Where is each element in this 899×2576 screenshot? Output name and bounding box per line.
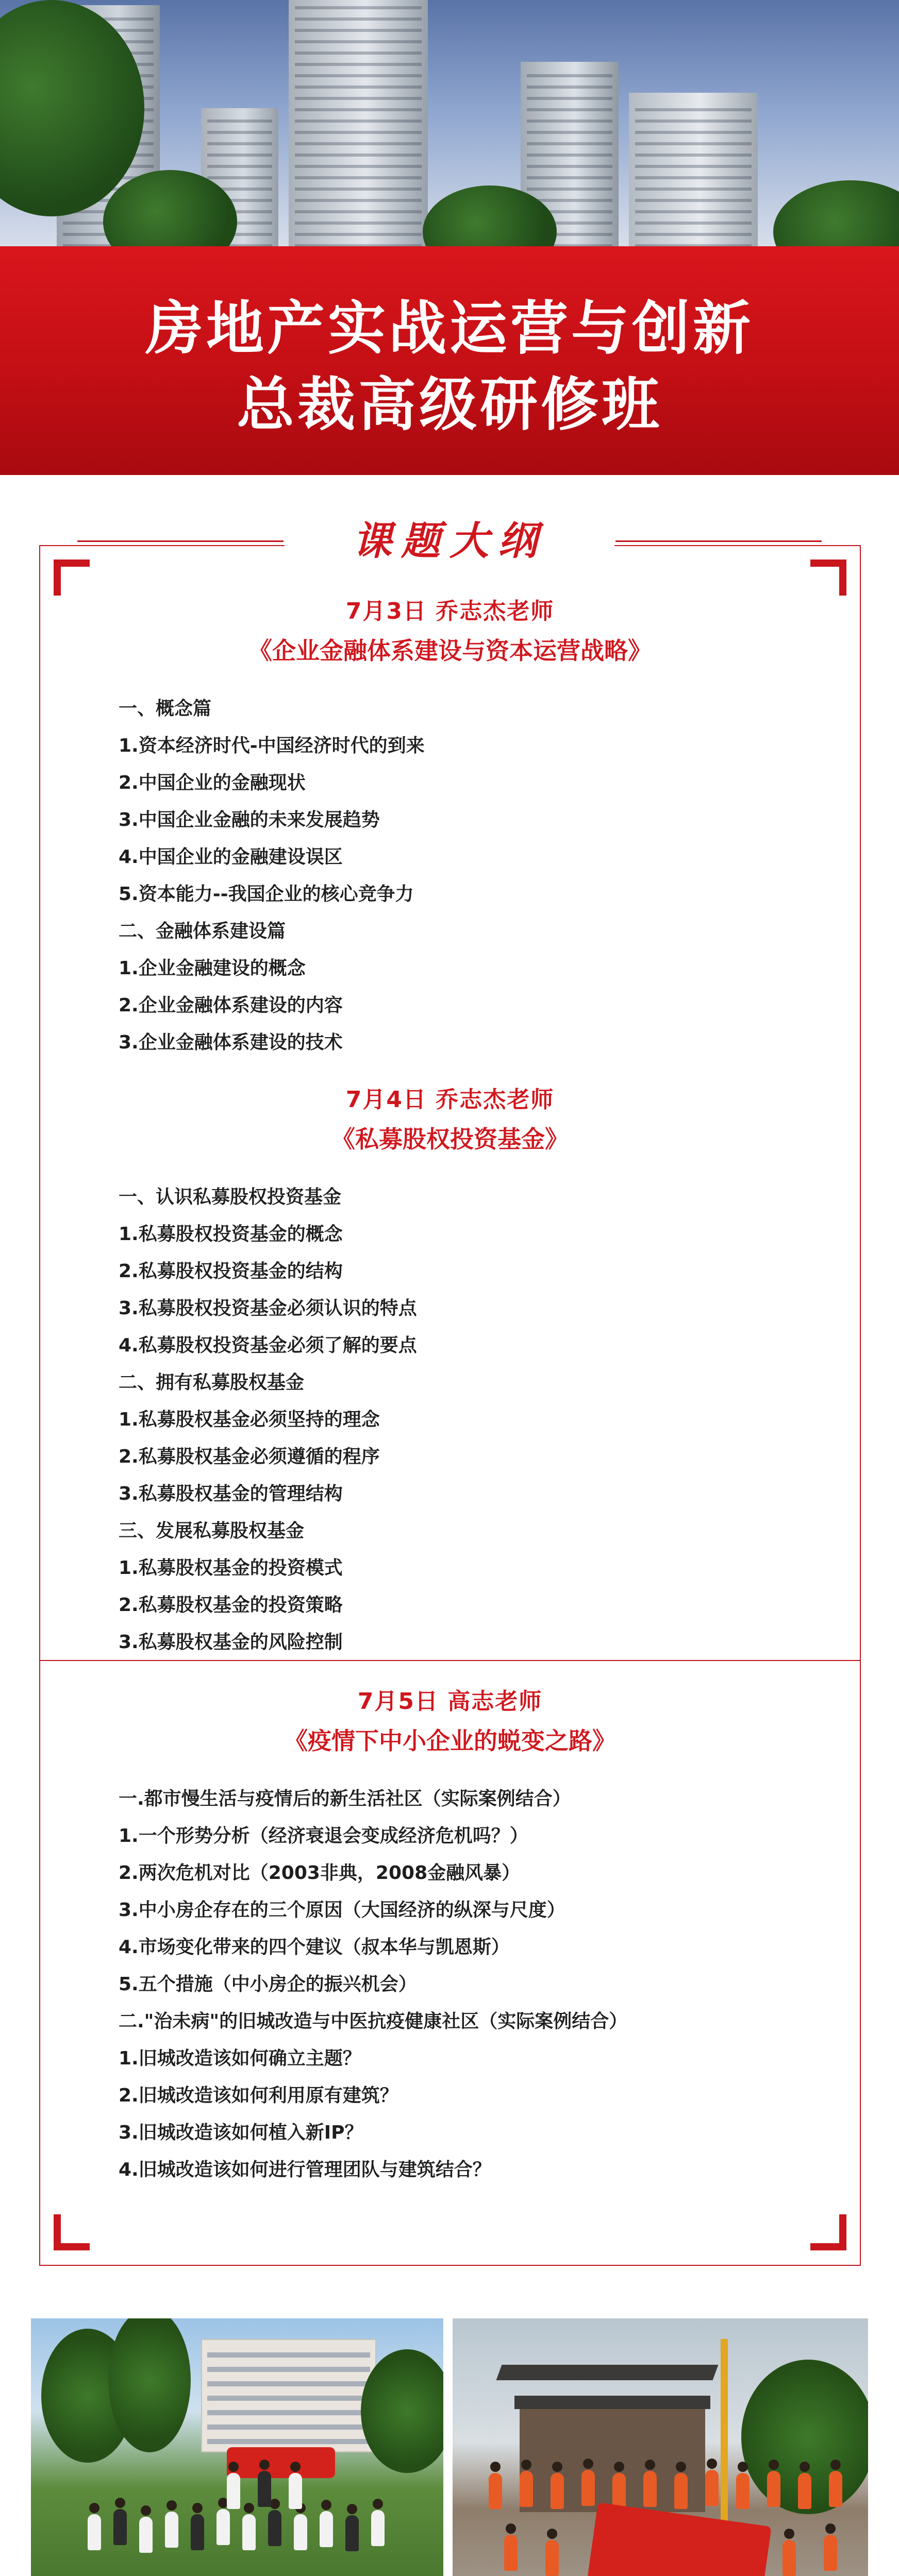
outline-item: 三、发展私募股权基金	[119, 1520, 305, 1541]
session-outline-list	[39, 1781, 861, 2189]
session-block	[39, 1683, 861, 2189]
class-photo-63	[31, 2318, 443, 2576]
session-date-teacher: 7月4日 乔志杰老师	[345, 1087, 555, 1113]
section-heading: 课题大纲	[285, 510, 614, 572]
class-photo-64	[453, 2318, 868, 2576]
heading-rule-left	[77, 540, 284, 542]
outline-item: 1.私募股权投资基金的概念	[119, 1224, 343, 1245]
outline-item: 3.中国企业金融的未来发展趋势	[119, 809, 380, 831]
session-topic: 《疫情下中小企业的蜕变之路》	[284, 1727, 616, 1755]
outline-item: 1.一个形势分析（经济衰退会变成经济危机吗？）	[119, 1825, 528, 1846]
page-title-line-2: 总裁高级研修班	[237, 371, 662, 438]
tree	[773, 180, 899, 247]
session-outline-list	[39, 690, 861, 1061]
session-topic: 《私募股权投资基金》	[331, 1125, 569, 1153]
corner-bracket-top-right	[810, 560, 846, 596]
session-date-teacher: 7月5日 高志老师	[357, 1688, 543, 1715]
outline-item: 2.旧城改造该如何利用原有建筑？	[119, 2085, 398, 2106]
outline-item: 一、认识私募股权投资基金	[119, 1187, 342, 1208]
outline-item: 3.私募股权基金的管理结构	[119, 1483, 343, 1504]
hero-cityscape-image	[0, 0, 899, 247]
heading-rule-right	[615, 540, 822, 542]
red-banner	[587, 2502, 772, 2576]
tower-building	[629, 93, 758, 247]
corner-bracket-bottom-right	[810, 2214, 846, 2250]
outline-item: 4.中国企业的金融建设误区	[119, 846, 343, 868]
page-title-line-1: 房地产实战运营与创新	[145, 295, 754, 362]
session-topic: 《企业金融体系建设与资本运营战略》	[248, 637, 652, 665]
outline-item: 2.企业金融体系建设的内容	[119, 995, 343, 1016]
crane	[721, 2339, 728, 2524]
section-heading-row	[0, 510, 899, 572]
outline-item: 2.两次危机对比（2003非典，2008金融风暴）	[119, 1862, 521, 1884]
outline-item: 2.私募股权投资基金的结构	[119, 1261, 343, 1282]
red-banner	[227, 2447, 335, 2478]
outline-item: 1.企业金融建设的概念	[119, 958, 306, 979]
outline-item: 4.私募股权投资基金必须了解的要点	[119, 1335, 417, 1356]
outline-item: 3.中小房企存在的三个原因（大国经济的纵深与尺度）	[119, 1900, 565, 1921]
session-block	[39, 592, 861, 1061]
session-date-teacher: 7月3日 乔志杰老师	[345, 598, 555, 624]
session-block	[39, 1081, 861, 1661]
title-banner	[0, 246, 899, 475]
outline-item: 1.私募股权基金的投资模式	[119, 1557, 343, 1579]
outline-item: 二、拥有私募股权基金	[119, 1372, 305, 1393]
campus-building	[201, 2339, 376, 2452]
outline-item: 2.私募股权基金的投资策略	[119, 1595, 343, 1616]
outline-item: 3.私募股权基金的风险控制	[119, 1632, 343, 1653]
corner-bracket-bottom-left	[54, 2214, 90, 2250]
outline-item: 二、金融体系建设篇	[119, 921, 286, 942]
outline-item: 3.企业金融体系建设的技术	[119, 1032, 343, 1053]
outline-item: 3.私募股权投资基金必须认识的特点	[119, 1298, 417, 1319]
outline-item: 5.五个措施（中小房企的振兴机会）	[119, 1974, 417, 1995]
outline-item: 1.旧城改造该如何确立主题？	[119, 2048, 361, 2069]
outline-item: 5.资本能力--我国企业的核心竞争力	[119, 884, 414, 905]
outline-item: 2.中国企业的金融现状	[119, 772, 306, 793]
outline-item: 4.旧城改造该如何进行管理团队与建筑结合？	[119, 2159, 491, 2180]
outline-item: 2.私募股权基金必须遵循的程序	[119, 1446, 380, 1467]
outline-item: 3.旧城改造该如何植入新IP？	[119, 2122, 363, 2143]
session-outline-list	[39, 1179, 861, 1661]
outline-item: 1.资本经济时代-中国经济时代的到来	[119, 735, 425, 756]
corner-bracket-top-left	[54, 560, 90, 596]
outline-item: 一.都市慢生活与疫情后的新生活社区（实际案例结合）	[119, 1788, 571, 1809]
outline-item: 二."治未病"的旧城改造与中医抗疫健康社区（实际案例结合）	[119, 2011, 628, 2032]
outline-item: 4.市场变化带来的四个建议（叔本华与凯恩斯）	[119, 1937, 510, 1958]
outline-item: 一、概念篇	[119, 698, 212, 719]
temple-roof	[496, 2365, 719, 2380]
outline-item: 1.私募股权基金必须坚持的理念	[119, 1409, 380, 1430]
tower-building	[289, 0, 428, 247]
